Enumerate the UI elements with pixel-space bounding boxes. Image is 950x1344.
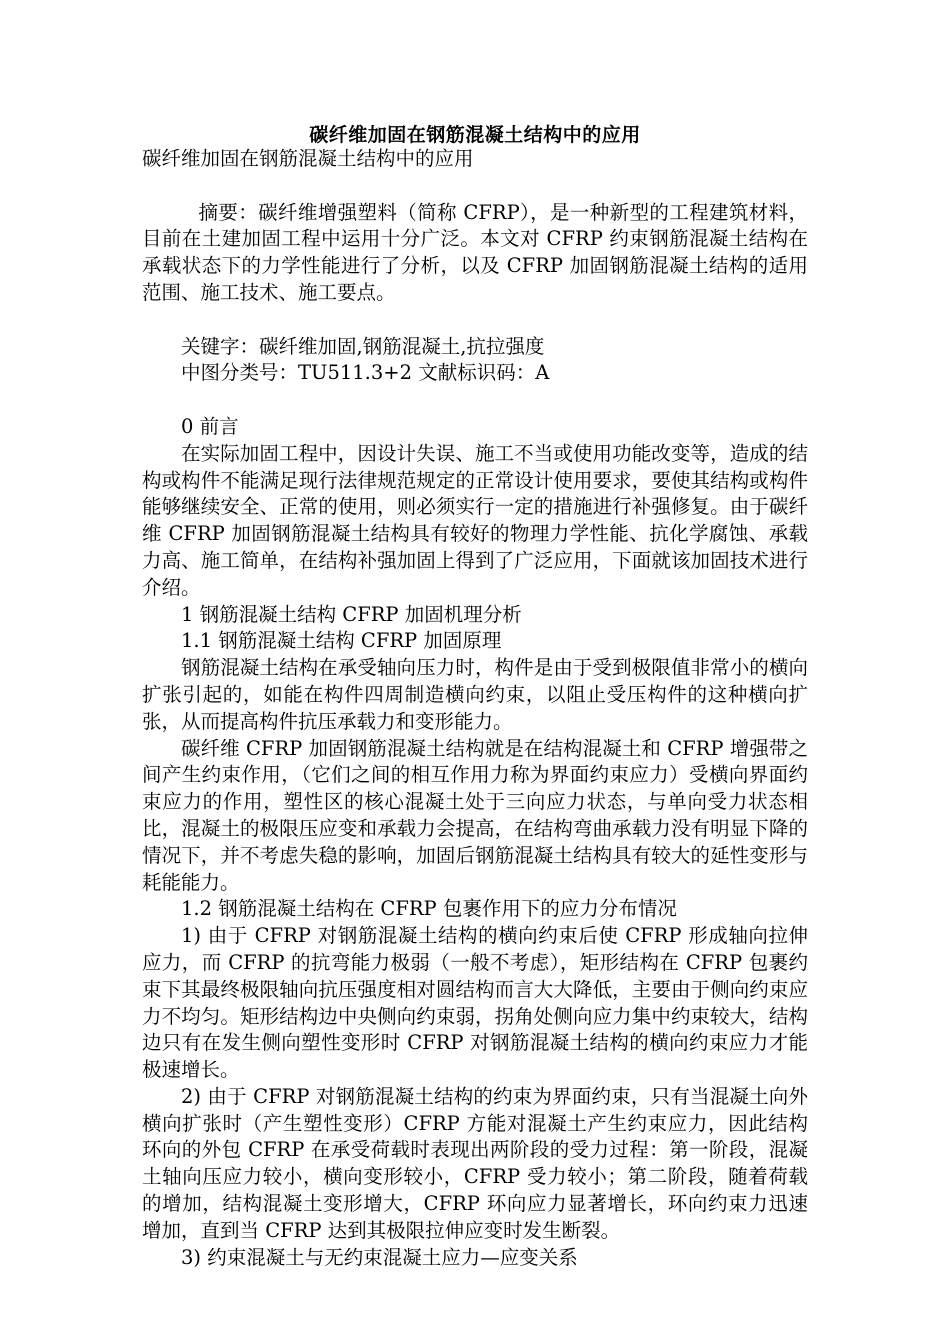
section-1-heading: 1 钢筋混凝土结构 CFRP 加固机理分析 bbox=[181, 602, 522, 626]
section-1-2-heading: 1.2 钢筋混凝土结构在 CFRP 包裹作用下的应力分布情况 bbox=[181, 897, 677, 921]
document-title: 碳纤维加固在钢筋混凝土结构中的应用 bbox=[309, 124, 641, 146]
list-item-2: 2) 由于 CFRP 对钢筋混凝土结构的约束为界面约束，只有当混凝土向外横向扩张时（产生塑性变形）CFRP 方能对混凝土产生约束应力，因此结构环向的外包 CFRP 在承受荷载时表现出两阶段的受力过程：第一阶段，混凝土轴向压应力较小，横向变形较小，CFRP 受力较小；第二阶段，随着荷载的增加，结构混凝土变形增大，CFRP 环向应力显著增长，环向约束力迅速增加，直到当 CFRP 达到其极限拉伸应变时发生断裂。 bbox=[142, 1084, 808, 1242]
document-subtitle: 碳纤维加固在钢筋混凝土结构中的应用 bbox=[142, 147, 474, 170]
spacer bbox=[142, 307, 808, 334]
spacer bbox=[142, 387, 808, 414]
section-1-1-paragraph-2: 碳纤维 CFRP 加固钢筋混凝土结构就是在结构混凝土和 CFRP 增强带之间产生约束作用，（它们之间的相互作用力称为界面约束应力）受横向界面约束应力的作用，塑性区的核心混凝土处于三向应力状态，与单向受力状态相比，混凝土的极限压应变和承载力会提高，在结构弯曲承载力没有明显下降的情况下，并不考虑失稳的影响，加固后钢筋混凝土结构具有较大的延性变形与耗能能力。 bbox=[142, 736, 808, 894]
document-body bbox=[142, 146, 808, 1271]
section-0-heading: 0 前言 bbox=[181, 414, 239, 438]
list-item-1: 1) 由于 CFRP 对钢筋混凝土结构的横向约束后使 CFRP 形成轴向拉伸应力，而 CFRP 的抗弯能力极弱（一般不考虑），矩形结构在 CFRP 包裹约束下其最终极限轴向抗压强度相对圆结构而言大大降低，主要由于侧向约束应力不均匀。矩形结构边中央侧向约束弱，拐角处侧向应力集中约束较大，结构边只有在发生侧向塑性变形时 CFRP 对钢筋混凝土结构的横向约束应力才能极速增长。 bbox=[142, 924, 808, 1082]
section-0-paragraph: 在实际加固工程中，因设计失误、施工不当或使用功能改变等，造成的结构或构件不能满足现行法律规范规定的正常设计使用要求，要使其结构或构件能够继续安全、正常的使用，则必须实行一定的措施进行补强修复。由于碳纤维 CFRP 加固钢筋混凝土结构具有较好的物理力学性能、抗化学腐蚀、承载力高、施工简单，在结构补强加固上得到了广泛应用，下面就该加固技术进行介绍。 bbox=[142, 441, 808, 599]
spacer bbox=[142, 173, 808, 200]
section-1-1-heading: 1.1 钢筋混凝土结构 CFRP 加固原理 bbox=[181, 629, 502, 653]
keywords-line: 关键字：碳纤维加固,钢筋混凝土,抗拉强度 bbox=[181, 334, 545, 358]
classification-line: 中图分类号：TU511.3+2 文献标识码：A bbox=[181, 361, 550, 385]
abstract-paragraph: 摘要：碳纤维增强塑料（简称 CFRP），是一种新型的工程建筑材料，目前在土建加固工程中运用十分广泛。本文对 CFRP 约束钢筋混凝土结构在承载状态下的力学性能进行了分析，以及 CFRP 加固钢筋混凝土结构的适用范围、施工技术、施工要点。 bbox=[142, 200, 808, 304]
section-1-1-paragraph-1: 钢筋混凝土结构在承受轴向压力时，构件是由于受到极限值非常小的横向扩张引起的，如能在构件四周制造横向约束，以阻止受压构件的这种横向扩张，从而提高构件抗压承载力和变形能力。 bbox=[142, 656, 808, 733]
list-item-3: 3) 约束混凝土与无约束混凝土应力—应变关系 bbox=[181, 1245, 578, 1269]
